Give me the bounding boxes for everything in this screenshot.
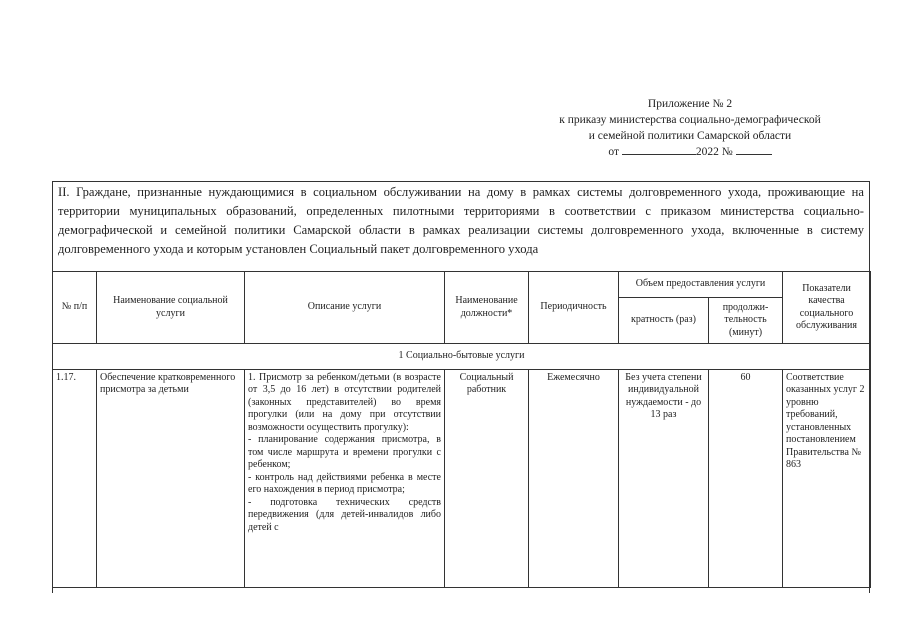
description-para: - подготовка технических средств передвижения (для детей-инвалидов либо детей с [248,496,441,533]
row-description [245,369,445,587]
header-service-name: Наименование социальной услуги [97,272,245,344]
section-heading: II. Граждане, признанные нуждающимися в социальном обслуживании на дому в рамках системы долговременного ухода, проживающие на территории муниципальных образований, определенных пилотными территориями в соответствии с приказом министерства социально-демографической и семейной политики Самарской области в рамках реализации системы долговременного ухода, включенные в систему долговременного ухода и которым установлен Социальный пакет долговременного ухода [58,185,864,256]
appendix-order-line: к приказу министерства социально-демографической [559,114,821,126]
row-periodicity: Ежемесячно [529,369,619,587]
section-title: 1 Социально-бытовые услуги [53,344,871,370]
header-multiplicity: кратность (раз) [619,298,709,344]
description-para: - планирование содержания присмотра, в том числе маршрута и времени прогулки с ребенком; [248,434,441,470]
row-position: Социальный работник [445,369,529,587]
header-periodicity: Периодичность [529,272,619,344]
frame-top-border [52,181,869,182]
table-row [53,369,871,587]
date-blank [622,144,696,155]
header-quality: Показатели качества социального обслуживания [783,272,871,344]
header-volume: Объем предоставления услуги [619,272,783,298]
table-header-row [53,272,871,298]
date-year: 2022 № [695,146,733,158]
header-duration: продолжи-тельность (минут) [709,298,783,344]
row-quality: Соответствие оказанных услуг 2 уровню требований, установленных постановлением Правительства № 863 [783,369,871,587]
row-num: 1.17. [53,369,97,587]
appendix-date-line [480,144,900,160]
row-service-name: Обеспечение кратковременного присмотра за детьми [97,369,245,587]
date-prefix: от [608,146,619,158]
services-table [52,271,871,588]
description-para: - контроль над действиями ребенка в месте его нахождения в период присмотра; [248,471,441,495]
header-position: Наименование должности* [445,272,529,344]
description-para: 1. Присмотр за ребенком/детьми (в возрасте от 3,5 до 16 лет) в отсутствии родителей (законных представителей) во время прогулки (или на дому при отсутствии возможности осуществить прогулку): [248,371,441,433]
header-description: Описание услуги [245,272,445,344]
appendix-block [480,96,900,160]
number-blank [736,144,772,155]
document-sheet [52,181,870,593]
appendix-ministry-line: и семейной политики Самарской области [588,130,792,142]
section-row [53,344,871,370]
appendix-title: Приложение № 2 [647,98,733,110]
row-duration: 60 [709,369,783,587]
header-num: № п/п [53,272,97,344]
row-multiplicity: Без учета степени индивидуальной нуждаемости - до 13 раз [619,369,709,587]
